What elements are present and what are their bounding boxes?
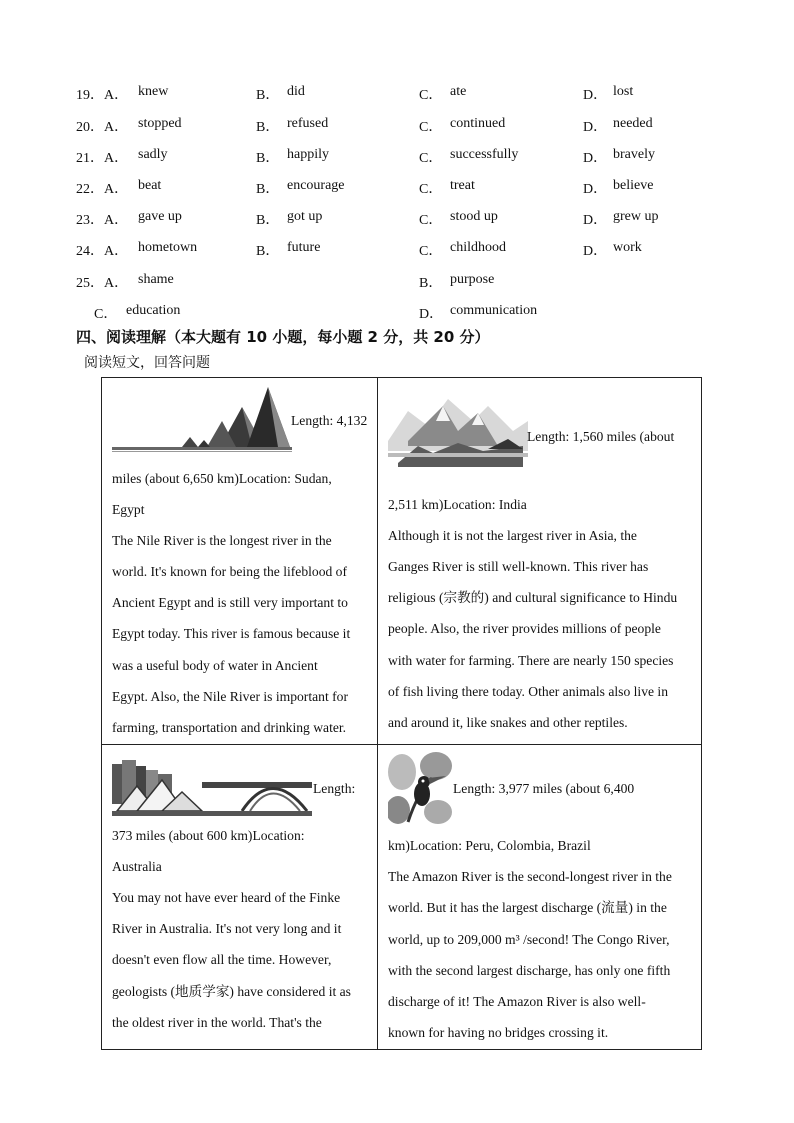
option-letter: A．: [104, 88, 129, 103]
pyramids-image: [112, 385, 292, 455]
finke-line-7: the oldest river in the world. That's the: [112, 1015, 322, 1030]
option-letter: C．: [419, 182, 443, 197]
option-letter: A．: [104, 182, 129, 197]
option-letter: D．: [583, 88, 608, 103]
option-b: encourage: [287, 178, 345, 193]
option-d: needed: [613, 116, 653, 131]
option-letter: D．: [583, 244, 608, 259]
option-a: gave up: [138, 209, 182, 224]
question-number: 25．: [76, 276, 104, 291]
option-letter: D．: [583, 120, 608, 135]
question-number: 23．: [76, 213, 104, 228]
ganges-line-4: religious (宗教的) and cultural significance to Hindu: [388, 590, 678, 605]
question-row-21: [0, 147, 794, 169]
option-c: treat: [450, 178, 475, 193]
question-row-23: [0, 209, 794, 231]
option-letter: C．: [419, 213, 443, 228]
table-divider-vertical: [377, 377, 378, 1050]
ganges-line-8: and around it, like snakes and other reptiles.: [388, 715, 628, 730]
option-c: continued: [450, 116, 506, 131]
option-d: grew up: [613, 209, 659, 224]
nile-line-5: Ancient Egypt and is still very important to: [112, 595, 348, 610]
option-a: stopped: [138, 116, 182, 131]
ganges-line-7: of fish living there today. Other animals also live in: [388, 684, 668, 699]
ganges-line-0: Length: 1,560 miles (about: [527, 429, 675, 444]
option-letter: B．: [256, 244, 280, 259]
finke-line-5: doesn't even flow all the time. However,: [112, 952, 332, 967]
option-letter: C．: [419, 120, 443, 135]
option-letter: D．: [583, 182, 608, 197]
option-d: believe: [613, 178, 654, 193]
option-c: successfully: [450, 147, 519, 162]
ganges-line-2: Although it is not the largest river in Asia, the: [388, 528, 637, 543]
option-letter: B．: [256, 88, 280, 103]
finke-line-4: River in Australia. It's not very long and it: [112, 921, 342, 936]
amazon-line-3: world. But it has the largest discharge (流量) in the: [388, 900, 667, 915]
option-b: refused: [287, 116, 329, 131]
option-d: work: [613, 240, 642, 255]
amazon-line-1: km)Location: Peru, Colombia, Brazil: [388, 838, 591, 853]
option-letter: A．: [104, 120, 129, 135]
amazon-line-6: discharge of it! The Amazon River is also well-: [388, 994, 646, 1009]
table-divider-horizontal: [101, 744, 702, 745]
option-b: happily: [287, 147, 329, 162]
question-number: 22．: [76, 182, 104, 197]
question-number: 21．: [76, 151, 104, 166]
amazon-line-2: The Amazon River is the second-longest river in the: [388, 869, 672, 884]
option-c: ate: [450, 84, 467, 99]
nile-line-6: Egypt today. This river is famous because it: [112, 626, 351, 641]
option-letter: C．: [419, 88, 443, 103]
option-d: bravely: [613, 147, 655, 162]
question-row-24: [0, 240, 794, 262]
finke-line-2: Australia: [112, 859, 162, 874]
nile-line-2: Egypt: [112, 502, 145, 517]
option-a: beat: [138, 178, 162, 193]
nile-line-3: The Nile River is the longest river in the: [112, 533, 332, 548]
option-b: future: [287, 240, 321, 255]
option-letter: A．: [104, 276, 129, 291]
finke-line-3: You may not have ever heard of the Finke: [112, 890, 341, 905]
option-a: shame: [138, 272, 174, 287]
amazon-line-4: world, up to 209,000 m³ /second! The Congo River,: [388, 932, 670, 947]
nile-line-8: Egypt. Also, the Nile River is important for: [112, 689, 348, 704]
option-letter: A．: [104, 244, 129, 259]
ganges-line-6: with water for farming. There are nearly 150 species: [388, 653, 674, 668]
option-letter: B．: [256, 151, 280, 166]
amazon-line-5: with the second largest discharge, has only one fifth: [388, 963, 671, 978]
option-letter: A．: [104, 213, 129, 228]
ganges-line-5: people. Also, the river provides millions of people: [388, 621, 661, 636]
mountains-image: [388, 391, 528, 471]
option-a: knew: [138, 84, 169, 99]
question-row-25: [0, 272, 794, 294]
option-c: childhood: [450, 240, 506, 255]
question-row-22: [0, 178, 794, 200]
nile-line-9: farming, transportation and drinking water.: [112, 720, 347, 735]
option-letter: B．: [256, 182, 280, 197]
option-d: lost: [613, 84, 634, 99]
option-letter: D．: [419, 307, 444, 322]
nile-line-4: world. It's known for being the lifeblood of: [112, 564, 348, 579]
option-c: stood up: [450, 209, 498, 224]
nile-line-0: Length: 4,132: [291, 413, 368, 428]
option-b: got up: [287, 209, 323, 224]
toucan-image: [388, 752, 452, 827]
option-letter: C．: [419, 244, 443, 259]
question-number: 24．: [76, 244, 104, 259]
option-b: purpose: [450, 272, 495, 287]
option-letter: B．: [256, 120, 280, 135]
option-letter: D．: [583, 151, 608, 166]
question-number: 20．: [76, 120, 104, 135]
finke-line-1: 373 miles (about 600 km)Location:: [112, 828, 305, 843]
option-letter: B．: [419, 276, 443, 291]
option-a: sadly: [138, 147, 168, 162]
ganges-line-1: 2,511 km)Location: India: [388, 497, 527, 512]
option-a: hometown: [138, 240, 198, 255]
option-letter: A．: [104, 151, 129, 166]
finke-line-6: geologists (地质学家) have considered it as: [112, 984, 351, 999]
option-letter: D．: [583, 213, 608, 228]
nile-line-1: miles (about 6,650 km)Location: Sudan,: [112, 471, 332, 486]
option-letter: B．: [256, 213, 280, 228]
question-number: 19．: [76, 88, 104, 103]
amazon-line-0: Length: 3,977 miles (about 6,400: [453, 781, 635, 796]
question-row-19: [0, 84, 794, 106]
finke-line-0: Length:: [313, 781, 356, 796]
option-c: education: [126, 303, 181, 318]
sydney-image: [112, 756, 312, 818]
option-d: communication: [450, 303, 538, 318]
nile-line-7: was a useful body of water in Ancient: [112, 658, 318, 673]
question-row-25-cont: [0, 303, 794, 325]
amazon-line-7: known for having no bridges crossing it.: [388, 1025, 609, 1040]
option-letter: C．: [94, 307, 118, 322]
option-b: did: [287, 84, 305, 99]
question-row-20: [0, 116, 794, 138]
ganges-line-3: Ganges River is still well-known. This river has: [388, 559, 649, 574]
section-title: 四、阅读理解（本大题有 10 小题，每小题 2 分，共 20 分）: [76, 328, 490, 346]
option-letter: C．: [419, 151, 443, 166]
section-instruction: 阅读短文，回答问题: [84, 355, 210, 371]
